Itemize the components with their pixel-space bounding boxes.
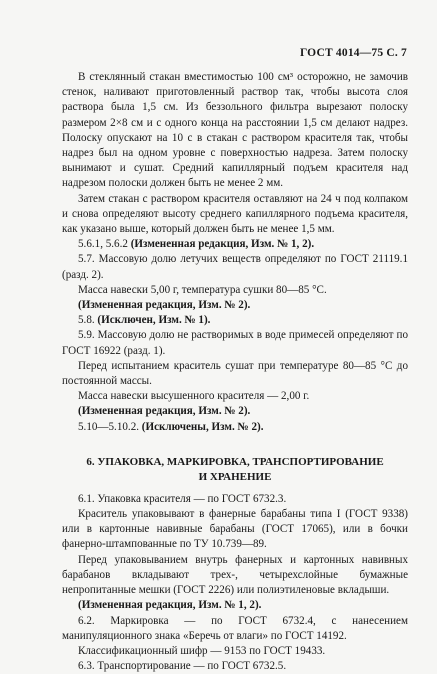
amendment-note: (Исключены, Изм. № 2). bbox=[141, 420, 264, 433]
paragraph-liners: Перед упаковыванием внутрь фанерных и картонных навивных барабанов вкладывают трех-, четырехслойные бумажные непропитанные мешки (ГОСТ 2226) или полиэтиленовые вкладыши. bbox=[62, 553, 408, 597]
clause-5-9: 5.9. Массовую долю не растворимых в воде примесей определяют по ГОСТ 16922 (разд. 1). bbox=[62, 329, 408, 357]
clause-5-8 bbox=[62, 313, 408, 328]
amendment-note: (Измененная редакция, Изм. № 2). bbox=[78, 405, 251, 418]
paragraph-capillary-test: В стеклянный стакан вместимостью 100 см³ осторожно, не замочив стенок, наливают приготовленный раствор так, чтобы высота слоя раствора была 1,5 см. Из беззольного фильтра вырезают полоску размером 2×8 см и с одного конца на расстоянии 1,5 см делают надрез. Полоску опускают на 10 с в стакан с раствором красителя так, чтобы надрез был на одном уровне с поверхностью надреза. Затем полоску вынимают и сушат. Средний капиллярный подъем красителя над надрезом полоски должен быть не менее 2 мм. bbox=[62, 71, 408, 190]
amendment-note: (Исключен, Изм. № 1). bbox=[97, 314, 211, 327]
paragraph-dried-mass: Масса навески высушенного красителя — 2,00 г. bbox=[78, 390, 310, 403]
clause-5-10 bbox=[62, 420, 408, 435]
clause-number: 5.6.1, 5.6.2 bbox=[78, 238, 128, 251]
paragraph-drying: Перед испытанием краситель сушат при температуре 80—85 °С до постоянной массы. bbox=[62, 359, 408, 388]
clause-5-7: 5.7. Массовую долю летучих веществ определяют по ГОСТ 21119.1 (разд. 2). bbox=[62, 253, 408, 281]
amendment-note: (Измененная редакция, Изм. № 1, 2). bbox=[130, 238, 315, 251]
clause-number: 5.8. bbox=[78, 314, 95, 327]
paragraph-repeat-test: Затем стакан с раствором красителя оставляют на 24 ч под колпаком и снова определяют высоту среднего капиллярного подъема красителя, как указано выше, который должен быть не менее 1,5 мм. bbox=[62, 192, 408, 236]
paragraph-classification-code: Классификационный шифр — 9153 по ГОСТ 19433. bbox=[78, 644, 326, 657]
amendment-note: (Измененная редакция, Изм. № 2). bbox=[78, 299, 251, 312]
clause-number: 5.10—5.10.2. bbox=[78, 420, 140, 433]
section-heading-line-2: И ХРАНЕНИЕ bbox=[198, 470, 272, 483]
amendment-note: (Измененная редакция, Изм. № 1, 2). bbox=[78, 599, 262, 612]
document-body bbox=[62, 70, 408, 674]
clause-6-1: 6.1. Упаковка красителя — по ГОСТ 6732.3. bbox=[78, 492, 287, 505]
section-heading bbox=[62, 455, 408, 485]
paragraph-packaging: Краситель упаковывают в фанерные барабаны типа I (ГОСТ 9338) или в картонные навивные барабаны (ГОСТ 17065), или в бочки фанерно-штампованные по ТУ 10.739—89. bbox=[62, 508, 408, 551]
paragraph-sample-mass: Масса навески 5,00 г, температура сушки 80—85 °С. bbox=[78, 283, 327, 296]
page-header: ГОСТ 4014—75 С. 7 bbox=[299, 47, 407, 59]
clause-6-2: 6.2. Маркировка — по ГОСТ 6732.4, с нанесением манипуляционного знака «Беречь от влаги» по ГОСТ 14192. bbox=[62, 614, 408, 642]
clause-6-3: 6.3. Транспортирование — по ГОСТ 6732.5. bbox=[78, 660, 287, 673]
clause-5-6-1 bbox=[62, 237, 408, 252]
section-heading-line-1: 6. УПАКОВКА, МАРКИРОВКА, ТРАНСПОРТИРОВАНИЕ bbox=[86, 455, 384, 468]
